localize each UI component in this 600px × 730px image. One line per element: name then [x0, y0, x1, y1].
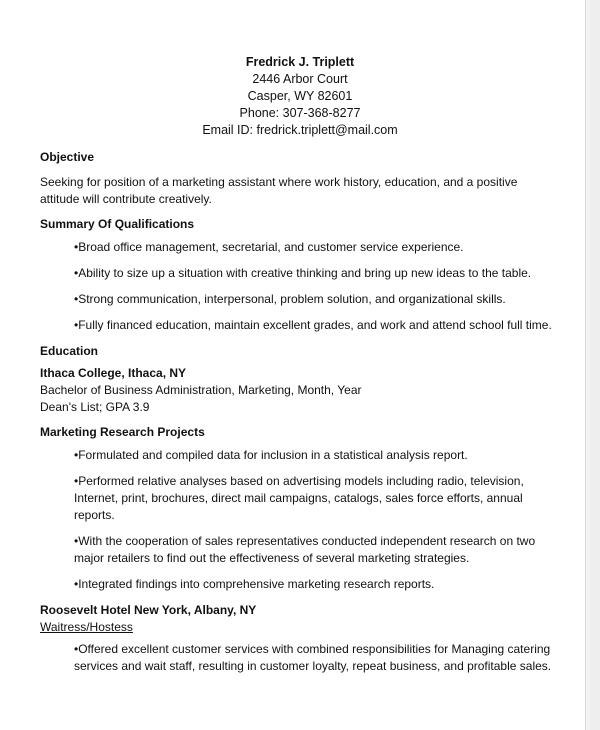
- list-item: •With the cooperation of sales representatives conducted independent research on two major retailers to find out the effectiveness of several marketing strategies.: [74, 534, 536, 565]
- phone: Phone: 307-368-8277: [239, 106, 361, 120]
- applicant-name: Fredrick J. Triplett: [245, 55, 355, 69]
- list-item: •Offered excellent customer services with combined responsibilities for Managing catering services and wait staff, resulting in customer loyalty, repeat business, and profitable sales.: [74, 642, 552, 673]
- job-title: Waitress/Hostess: [40, 620, 133, 634]
- address-line-2: Casper, WY 82601: [247, 89, 353, 103]
- job-duties-list: [40, 641, 560, 675]
- page-edge: [590, 0, 600, 730]
- list-item: •Ability to size up a situation with creative thinking and bring up new ideas to the table.: [74, 266, 532, 280]
- objective-heading: Objective: [40, 150, 95, 164]
- list-item: •Strong communication, interpersonal, problem solution, and organizational skills.: [74, 292, 506, 306]
- list-item: •Fully financed education, maintain excellent grades, and work and attend school full time.: [74, 318, 552, 332]
- list-item: •Performed relative analyses based on advertising models including radio, television, Internet, print, brochures, direct mail campaigns, catalogs, sales force efforts, annual reports.: [74, 474, 524, 522]
- job-heading: Roosevelt Hotel New York, Albany, NY: [40, 603, 257, 617]
- school-name: Ithaca College, Ithaca, NY: [40, 366, 187, 380]
- list-item: •Formulated and compiled data for inclusion in a statistical analysis report.: [74, 448, 468, 462]
- contact-header: [0, 54, 600, 139]
- qualifications-heading: Summary Of Qualifications: [40, 217, 195, 231]
- qualifications-list: [40, 239, 560, 334]
- objective-text: Seeking for position of a marketing assistant where work history, education, and a positive attitude will contribute creatively.: [40, 175, 518, 206]
- education-heading: Education: [40, 344, 99, 358]
- degree: Bachelor of Business Administration, Marketing, Month, Year: [40, 383, 362, 397]
- email: Email ID: fredrick.triplett@mail.com: [202, 123, 398, 137]
- projects-heading: Marketing Research Projects: [40, 425, 205, 439]
- list-item: •Integrated findings into comprehensive marketing research reports.: [74, 577, 435, 591]
- list-item: •Broad office management, secretarial, and customer service experience.: [74, 240, 464, 254]
- projects-list: [40, 447, 560, 593]
- honors: Dean's List; GPA 3.9: [40, 400, 150, 414]
- resume-body: [40, 149, 560, 684]
- address-line-1: 2446 Arbor Court: [252, 72, 348, 86]
